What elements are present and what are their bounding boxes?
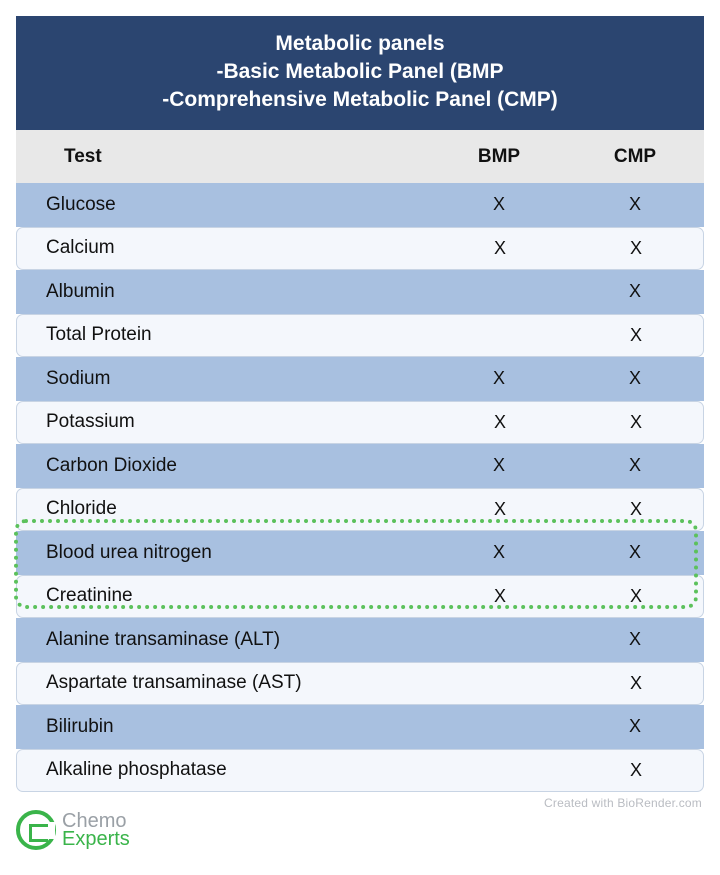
table-row [16,314,704,358]
row-test-name: Carbon Dioxide [46,454,177,476]
panel-title-line-1: Metabolic panels [275,32,445,55]
table-row [16,227,704,271]
column-header-test: Test [64,145,102,167]
metabolic-panel-table [16,16,704,792]
row-cmp-mark: X [629,411,642,432]
row-cmp-mark: X [628,629,641,650]
row-test-name: Potassium [46,411,135,433]
row-bmp-mark: X [493,411,506,432]
table-body [16,183,704,792]
logo-text-line-2: Experts [62,828,130,850]
biorender-credit: Created with BioRender.com [544,796,702,810]
row-test-name: Total Protein [46,324,152,346]
row-test-name: Sodium [46,367,111,389]
row-test-name: Calcium [46,237,115,259]
table-row [16,357,704,401]
row-cmp-mark: X [629,237,642,258]
logo-text-line-1: Chemo [62,810,127,832]
panel-title-line-2: -Basic Metabolic Panel (BMP [216,60,504,83]
row-test-name: Alkaline phosphatase [46,759,227,781]
table-row [16,618,704,662]
chemoexperts-logo-icon [16,810,56,850]
row-cmp-mark: X [629,498,642,519]
row-bmp-mark: X [492,368,505,389]
table-row [16,183,704,227]
row-cmp-mark: X [628,455,641,476]
table-header-row [16,130,704,183]
row-bmp-mark: X [492,455,505,476]
row-test-name: Creatinine [46,585,133,607]
row-bmp-mark: X [493,237,506,258]
row-bmp-mark: X [493,498,506,519]
row-test-name: Aspartate transaminase (AST) [46,672,302,694]
row-cmp-mark: X [629,585,642,606]
table-row [16,401,704,445]
panel-title-line-3: -Comprehensive Metabolic Panel (CMP) [162,88,558,111]
row-test-name: Bilirubin [46,715,114,737]
table-row [16,749,704,793]
row-bmp-mark: X [493,585,506,606]
table-row [16,662,704,706]
table-row [16,270,704,314]
footer [16,792,704,866]
row-cmp-mark: X [629,759,642,780]
table-row [16,488,704,532]
row-cmp-mark: X [628,368,641,389]
table-row [16,444,704,488]
row-test-name: Blood urea nitrogen [46,541,212,563]
row-bmp-mark: X [492,542,505,563]
chemoexperts-logo-text [62,812,130,848]
panel-title-banner [16,16,704,130]
row-cmp-mark: X [629,324,642,345]
row-cmp-mark: X [628,716,641,737]
table-row [16,575,704,619]
row-test-name: Alanine transaminase (ALT) [46,628,281,650]
row-cmp-mark: X [629,672,642,693]
column-header-bmp: BMP [477,145,521,167]
table-row [16,531,704,575]
column-header-cmp: CMP [613,145,657,167]
row-test-name: Chloride [46,498,117,520]
chemoexperts-logo[interactable] [16,810,130,850]
table-row [16,705,704,749]
row-cmp-mark: X [628,542,641,563]
row-cmp-mark: X [628,281,641,302]
row-test-name: Albumin [46,280,115,302]
row-test-name: Glucose [46,193,116,215]
row-bmp-mark: X [492,194,505,215]
row-cmp-mark: X [628,194,641,215]
